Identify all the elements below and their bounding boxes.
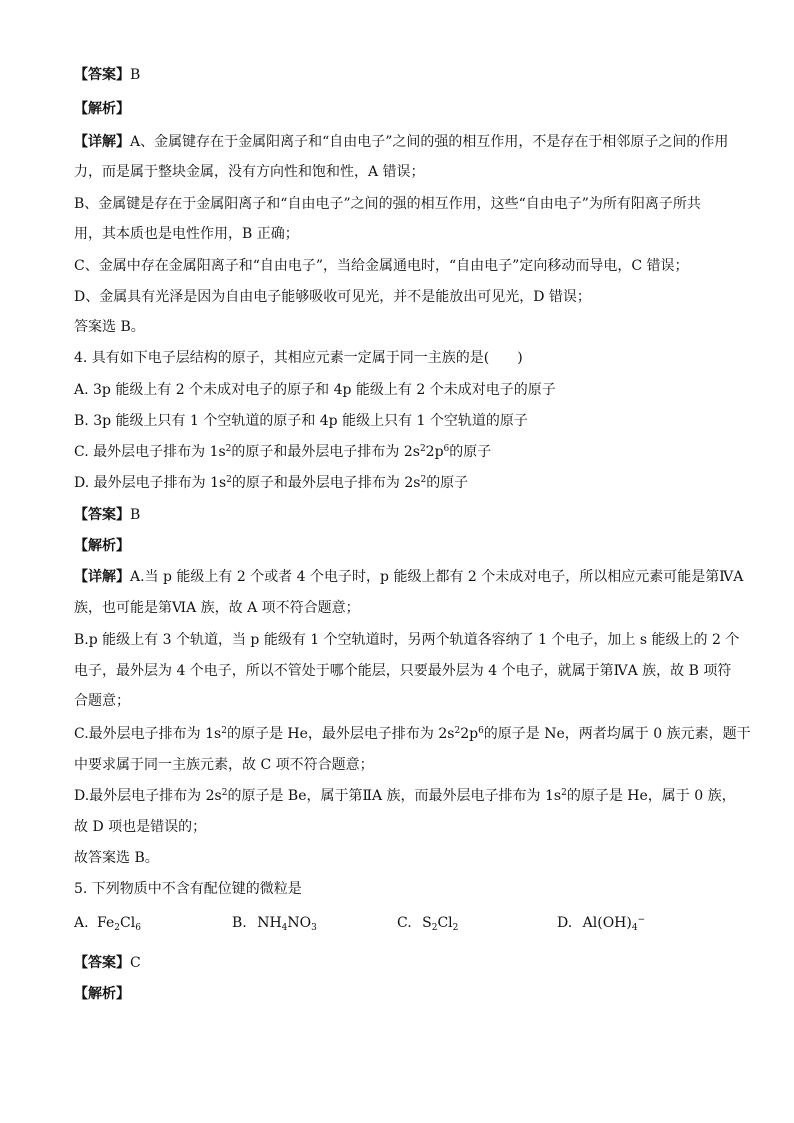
q3-conclusion: 答案选 B。 <box>74 319 145 335</box>
q5-option-c: C. $S_2Cl_2$ <box>397 915 459 933</box>
q4-detail-b2: 电子，最外层为 4 个电子，所以不管处于哪个能层，只要最外层为 4 个电子，就属于第ⅣA 族，故 B 项符 <box>74 663 732 679</box>
q4-detail-a1: 【详解】A.当 p 能级上有 2 个或者 4 个电子时，p 能级上都有 2 个未成对电子，所以相应元素可能是第ⅣA <box>74 569 744 585</box>
q4-detail-c2: 中要求属于同一主族元素，故 C 项不符合题意； <box>74 757 374 773</box>
q4-detail-d1: D.最外层电子排布为 $2s^2$的原子是 Be，属于第ⅡA 族，而最外层电子排布为 $1s^2$的原子是 He，属于 0 族， <box>74 788 736 804</box>
q4-answer-line: 【答案】B <box>74 507 141 523</box>
answer-label: 【答案】 <box>74 67 130 83</box>
q3-line-b1: B、金属键是存在于金属阳离子和“自由电子”之间的强的相互作用，这些“自由电子”为所有阳离子所共 <box>74 196 701 212</box>
q5-option-d: D. $Al(OH)_4^-$ <box>557 915 646 933</box>
q4-option-c: C. 最外层电子排布为 $1s^2$的原子和最外层电子排布为 $2s^22p^6$的原子 <box>74 444 492 460</box>
q3-analysis-label: 【解析】 <box>74 101 130 117</box>
q4-detail-d2: 故 D 项也是错误的； <box>74 819 207 835</box>
q3-line-b2: 用，其本质也是电性作用，B 正确； <box>74 226 299 242</box>
q4-answer-value: B <box>130 507 141 523</box>
detail-label: 【详解】 <box>74 134 130 150</box>
q5-stem: 5. 下列物质中不含有配位键的微粒是 <box>74 881 302 897</box>
q4-option-d: D. 最外层电子排布为 $1s^2$的原子和最外层电子排布为 $2s^2$的原子 <box>74 475 469 491</box>
q4-detail-b3: 合题意； <box>74 693 130 709</box>
q3-detail-line1: 【详解】A、金属键存在于金属阳离子和“自由电子”之间的强的相互作用，不是存在于相邻原子之间的作用 <box>74 134 729 150</box>
q5-option-b: B. $NH_4NO_3$ <box>232 915 317 933</box>
q5-answer-line: 【答案】C <box>74 955 141 971</box>
q4-detail-b1: B.p 能级上有 3 个轨道，当 p 能级有 1 个空轨道时，另两个轨道各容纳了 1 个电子，加上 s 能级上的 2 个 <box>74 632 740 648</box>
q5-option-a: A. $Fe_2Cl_6$ <box>74 915 141 933</box>
q3-line-d: D、金属具有光泽是因为自由电子能够吸收可见光，并不是能放出可见光，D 错误； <box>74 289 591 305</box>
q4-option-a: A. 3p 能级上有 2 个未成对电子的原子和 4p 能级上有 2 个未成对电子的原子 <box>74 382 556 398</box>
q5-analysis-label: 【解析】 <box>74 986 130 1002</box>
q4-conclusion: 故答案选 B。 <box>74 850 159 866</box>
q3-line-c: C、金属中存在金属阳离子和“自由电子”，当给金属通电时，“自由电子”定向移动而导电，C 错误； <box>74 258 689 274</box>
q4-analysis-label: 【解析】 <box>74 538 130 554</box>
q4-detail-c1: C.最外层电子排布为 $1s^2$的原子是 He，最外层电子排布为 $2s^22p^6$的原子是 Ne，两者均属于 0 族元素，题干 <box>74 726 751 742</box>
q5-answer-value: C <box>130 955 141 971</box>
q4-stem: 4. 具有如下电子层结构的原子，其相应元素一定属于同一主族的是( ) <box>74 350 523 366</box>
q4-detail-a2: 族，也可能是第ⅥA 族，故 A 项不符合题意； <box>74 600 360 616</box>
q4-option-b: B. 3p 能级上只有 1 个空轨道的原子和 4p 能级上只有 1 个空轨道的原子 <box>74 413 528 429</box>
q3-answer-line <box>74 66 734 84</box>
q3-detail-line2: 力，而是属于整块金属，没有方向性和饱和性，A 错误； <box>74 164 425 180</box>
q3-answer-value: B <box>130 67 141 83</box>
